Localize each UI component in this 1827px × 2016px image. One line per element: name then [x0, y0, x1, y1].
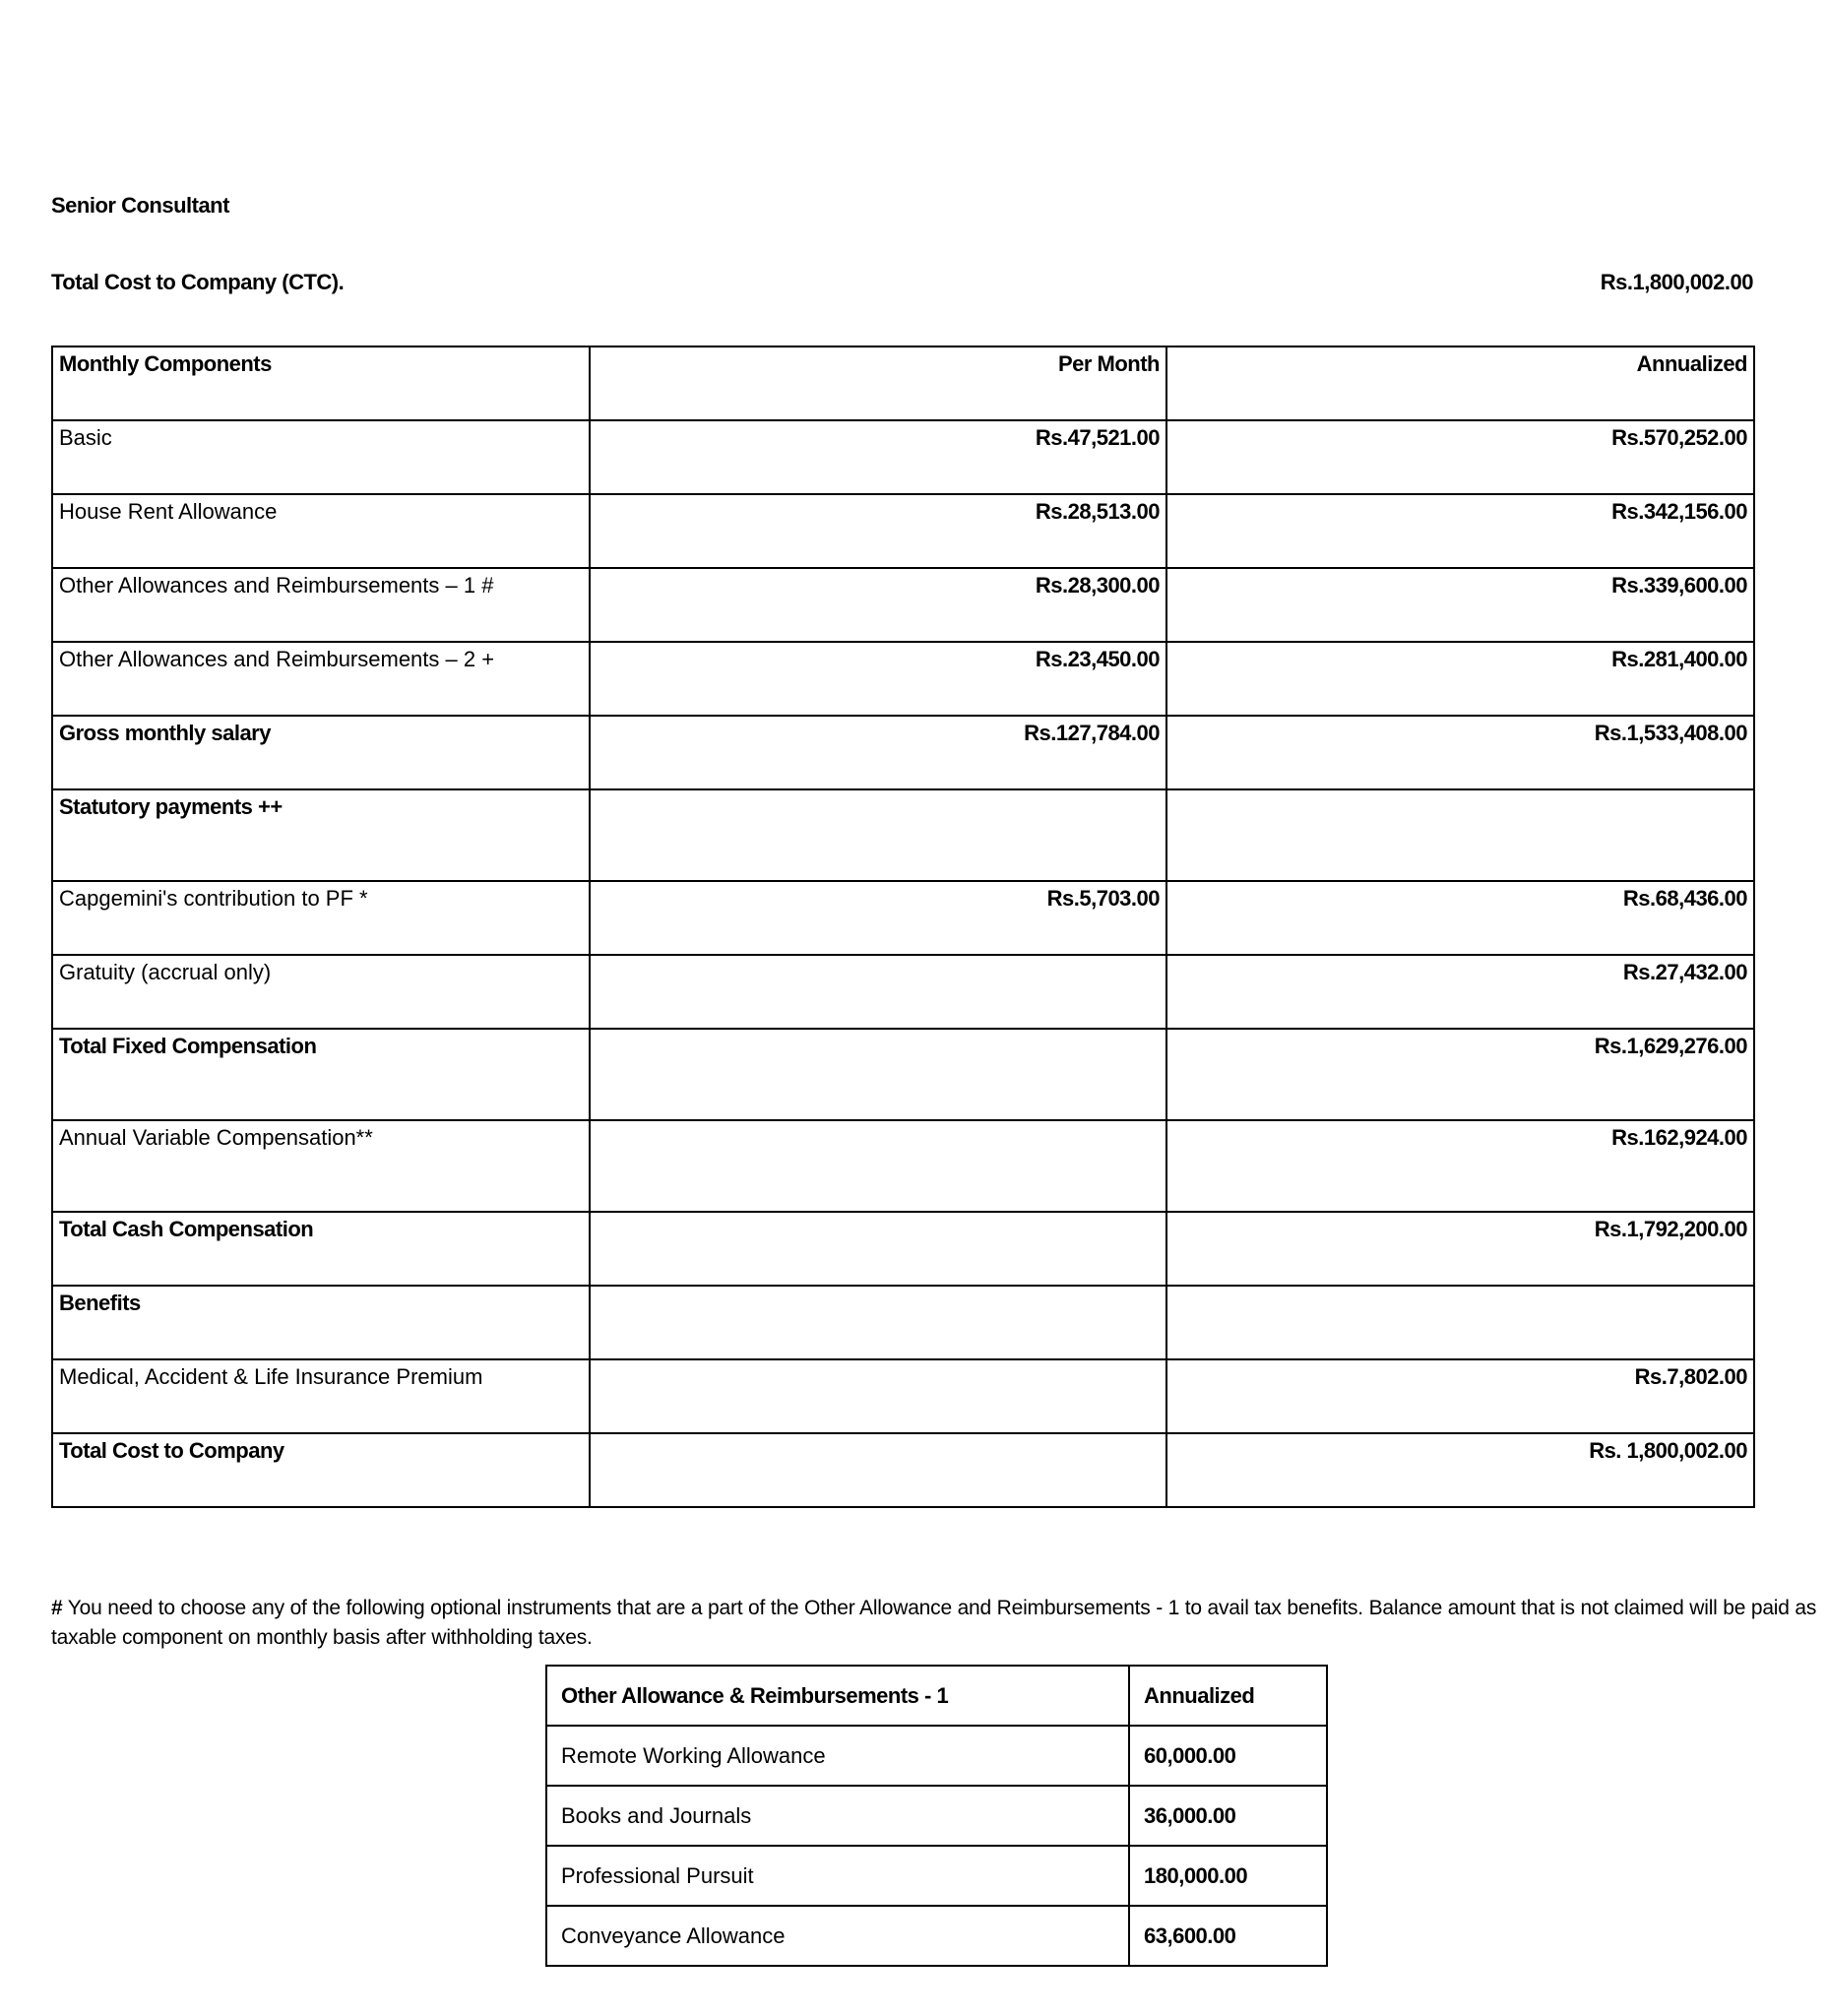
- table-row: [52, 955, 1754, 1029]
- row-per-month: [590, 1286, 1166, 1359]
- row-per-month: Rs.28,300.00: [590, 568, 1166, 642]
- row-label: Total Cash Compensation: [52, 1212, 590, 1286]
- row-per-month: [590, 1212, 1166, 1286]
- header-annualized: Annualized: [1129, 1666, 1327, 1726]
- row-annualized: Rs. 1,800,002.00: [1166, 1433, 1754, 1507]
- table-row: [52, 789, 1754, 881]
- row-per-month: Rs.23,450.00: [590, 642, 1166, 716]
- row-per-month: Rs.47,521.00: [590, 420, 1166, 494]
- table-row: [546, 1726, 1327, 1786]
- table-row: [52, 1212, 1754, 1286]
- row-label: Books and Journals: [546, 1786, 1129, 1846]
- row-label: Gratuity (accrual only): [52, 955, 590, 1029]
- row-label: Other Allowances and Reimbursements – 1 #: [52, 568, 590, 642]
- row-label: Basic: [52, 420, 590, 494]
- row-annualized: [1166, 789, 1754, 881]
- row-label: Benefits: [52, 1286, 590, 1359]
- row-annualized: [1166, 1286, 1754, 1359]
- row-annualized: 63,600.00: [1129, 1906, 1327, 1966]
- ctc-summary-row: [51, 270, 1753, 295]
- row-annualized: 36,000.00: [1129, 1786, 1327, 1846]
- row-annualized: Rs.68,436.00: [1166, 881, 1754, 955]
- table-row: [52, 494, 1754, 568]
- row-annualized: 180,000.00: [1129, 1846, 1327, 1906]
- row-label: Medical, Accident & Life Insurance Premium: [52, 1359, 590, 1433]
- table-row: [52, 1286, 1754, 1359]
- row-label: Total Fixed Compensation: [52, 1029, 590, 1120]
- table-row: [52, 1029, 1754, 1120]
- table-row: [52, 642, 1754, 716]
- row-per-month: [590, 955, 1166, 1029]
- row-label: Professional Pursuit: [546, 1846, 1129, 1906]
- row-label: Conveyance Allowance: [546, 1906, 1129, 1966]
- allowance-breakdown-table: [545, 1665, 1328, 1967]
- row-per-month: [590, 789, 1166, 881]
- row-label: Statutory payments ++: [52, 789, 590, 881]
- ctc-label: Total Cost to Company (CTC).: [51, 270, 345, 294]
- footnote-symbol: #: [51, 1597, 63, 1619]
- row-annualized: Rs.162,924.00: [1166, 1120, 1754, 1212]
- footnote-text: You need to choose any of the following optional instruments that are a part of the Other Allowance and Reimbursements - 1 to avail tax benefits. Balance amount that is not claimed will be paid as taxable component on monthly basis after withholding taxes.: [51, 1597, 1817, 1649]
- table-row: [52, 716, 1754, 789]
- row-label: House Rent Allowance: [52, 494, 590, 568]
- header-allowance: Other Allowance & Reimbursements - 1: [546, 1666, 1129, 1726]
- row-per-month: [590, 1029, 1166, 1120]
- row-per-month: Rs.28,513.00: [590, 494, 1166, 568]
- row-annualized: Rs.342,156.00: [1166, 494, 1754, 568]
- ctc-value: Rs.1,800,002.00: [1600, 270, 1753, 294]
- row-annualized: Rs.570,252.00: [1166, 420, 1754, 494]
- header-annualized: Annualized: [1166, 346, 1754, 420]
- row-label: Gross monthly salary: [52, 716, 590, 789]
- table-row: [52, 568, 1754, 642]
- table-row: [52, 1359, 1754, 1433]
- table-header-row: [546, 1666, 1327, 1726]
- row-label: Capgemini's contribution to PF *: [52, 881, 590, 955]
- row-annualized: Rs.7,802.00: [1166, 1359, 1754, 1433]
- header-per-month: Per Month: [590, 346, 1166, 420]
- row-label: Other Allowances and Reimbursements – 2 +: [52, 642, 590, 716]
- table-row: [52, 881, 1754, 955]
- row-per-month: [590, 1433, 1166, 1507]
- table-row: [546, 1786, 1327, 1846]
- compensation-table: [51, 346, 1755, 1508]
- table-row: [546, 1906, 1327, 1966]
- table-row: [52, 1433, 1754, 1507]
- row-per-month: Rs.5,703.00: [590, 881, 1166, 955]
- row-annualized: Rs.339,600.00: [1166, 568, 1754, 642]
- table-row: [546, 1846, 1327, 1906]
- table-header-row: [52, 346, 1754, 420]
- row-annualized: 60,000.00: [1129, 1726, 1327, 1786]
- row-annualized: Rs.27,432.00: [1166, 955, 1754, 1029]
- table-row: [52, 420, 1754, 494]
- row-annualized: Rs.1,533,408.00: [1166, 716, 1754, 789]
- row-label: Annual Variable Compensation**: [52, 1120, 590, 1212]
- row-annualized: Rs.1,792,200.00: [1166, 1212, 1754, 1286]
- row-label: Total Cost to Company: [52, 1433, 590, 1507]
- job-title: Senior Consultant: [51, 193, 229, 218]
- row-per-month: [590, 1120, 1166, 1212]
- row-annualized: Rs.1,629,276.00: [1166, 1029, 1754, 1120]
- footnote: [51, 1594, 1827, 1653]
- table-row: [52, 1120, 1754, 1212]
- row-label: Remote Working Allowance: [546, 1726, 1129, 1786]
- header-monthly-components: Monthly Components: [52, 346, 590, 420]
- row-per-month: [590, 1359, 1166, 1433]
- row-annualized: Rs.281,400.00: [1166, 642, 1754, 716]
- row-per-month: Rs.127,784.00: [590, 716, 1166, 789]
